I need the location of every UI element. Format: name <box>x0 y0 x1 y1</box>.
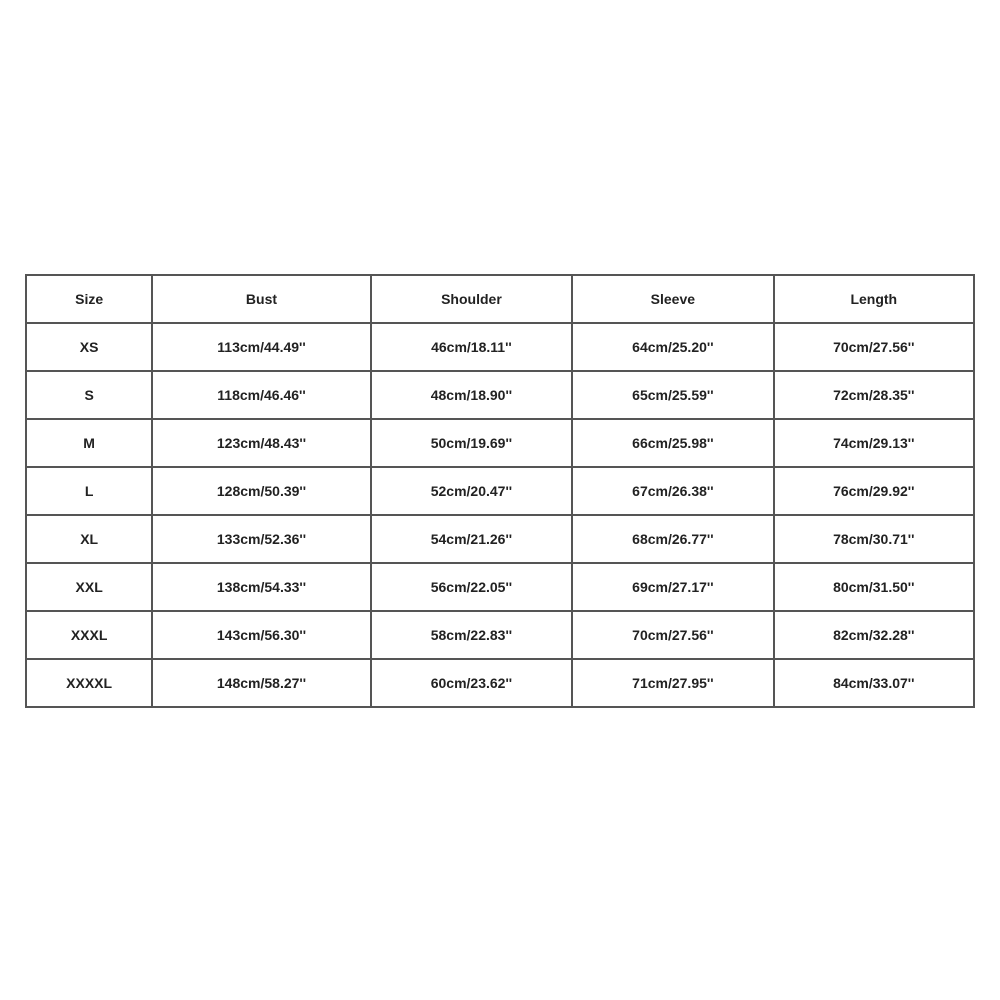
table-row <box>26 323 974 371</box>
cell-sleeve: 70cm/27.56'' <box>572 611 773 659</box>
cell-length: 78cm/30.71'' <box>774 515 974 563</box>
cell-bust: 128cm/50.39'' <box>152 467 370 515</box>
cell-shoulder: 60cm/23.62'' <box>371 659 572 707</box>
cell-sleeve: 71cm/27.95'' <box>572 659 773 707</box>
cell-size: XL <box>26 515 152 563</box>
size-chart-body <box>26 275 974 707</box>
cell-bust: 133cm/52.36'' <box>152 515 370 563</box>
cell-length: 76cm/29.92'' <box>774 467 974 515</box>
cell-sleeve: 68cm/26.77'' <box>572 515 773 563</box>
table-row <box>26 515 974 563</box>
cell-bust: 113cm/44.49'' <box>152 323 370 371</box>
cell-size: XXL <box>26 563 152 611</box>
cell-size: L <box>26 467 152 515</box>
table-row <box>26 659 974 707</box>
cell-length: 80cm/31.50'' <box>774 563 974 611</box>
header-sleeve: Sleeve <box>572 275 773 323</box>
cell-length: 70cm/27.56'' <box>774 323 974 371</box>
cell-size: XS <box>26 323 152 371</box>
cell-size: XXXXL <box>26 659 152 707</box>
cell-length: 82cm/32.28'' <box>774 611 974 659</box>
cell-shoulder: 56cm/22.05'' <box>371 563 572 611</box>
cell-sleeve: 65cm/25.59'' <box>572 371 773 419</box>
cell-size: S <box>26 371 152 419</box>
cell-bust: 118cm/46.46'' <box>152 371 370 419</box>
table-row <box>26 467 974 515</box>
cell-shoulder: 58cm/22.83'' <box>371 611 572 659</box>
cell-size: XXXL <box>26 611 152 659</box>
size-chart-table <box>25 274 975 708</box>
cell-sleeve: 66cm/25.98'' <box>572 419 773 467</box>
cell-shoulder: 54cm/21.26'' <box>371 515 572 563</box>
header-length: Length <box>774 275 974 323</box>
table-row <box>26 563 974 611</box>
cell-sleeve: 64cm/25.20'' <box>572 323 773 371</box>
header-bust: Bust <box>152 275 370 323</box>
cell-shoulder: 52cm/20.47'' <box>371 467 572 515</box>
header-row <box>26 275 974 323</box>
cell-shoulder: 50cm/19.69'' <box>371 419 572 467</box>
cell-size: M <box>26 419 152 467</box>
cell-bust: 148cm/58.27'' <box>152 659 370 707</box>
table-row <box>26 371 974 419</box>
header-size: Size <box>26 275 152 323</box>
cell-sleeve: 67cm/26.38'' <box>572 467 773 515</box>
cell-bust: 123cm/48.43'' <box>152 419 370 467</box>
cell-length: 72cm/28.35'' <box>774 371 974 419</box>
cell-bust: 143cm/56.30'' <box>152 611 370 659</box>
table-row <box>26 419 974 467</box>
cell-shoulder: 46cm/18.11'' <box>371 323 572 371</box>
header-shoulder: Shoulder <box>371 275 572 323</box>
cell-length: 74cm/29.13'' <box>774 419 974 467</box>
cell-shoulder: 48cm/18.90'' <box>371 371 572 419</box>
cell-sleeve: 69cm/27.17'' <box>572 563 773 611</box>
cell-length: 84cm/33.07'' <box>774 659 974 707</box>
table-row <box>26 611 974 659</box>
cell-bust: 138cm/54.33'' <box>152 563 370 611</box>
